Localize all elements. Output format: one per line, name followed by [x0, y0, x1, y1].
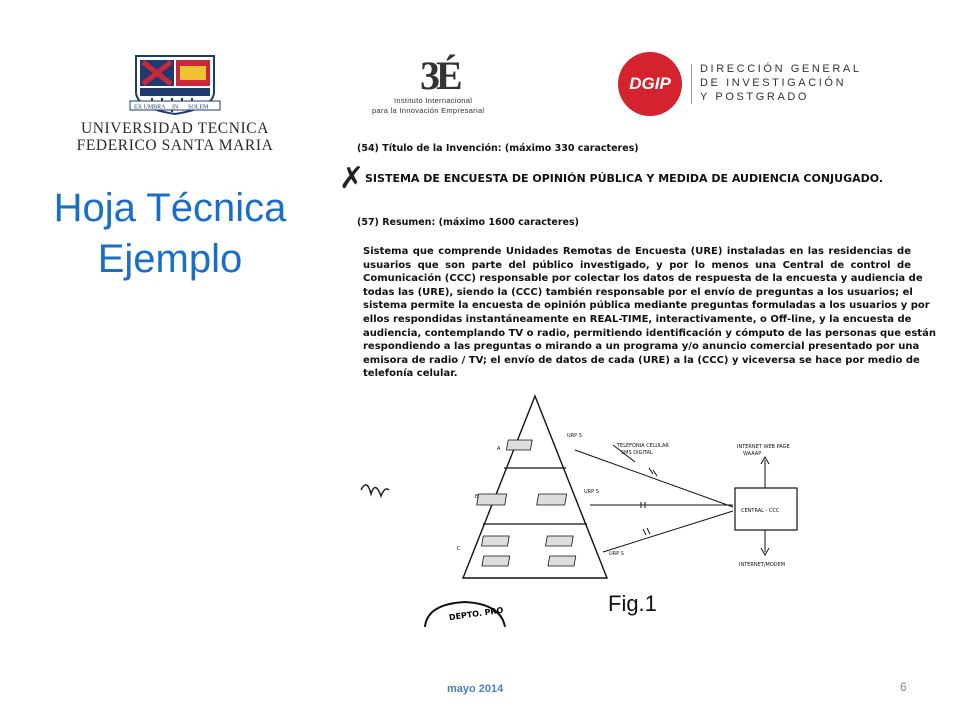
receiver-units — [477, 440, 576, 566]
motto-right: SOLEM — [188, 104, 209, 111]
dgip-line1: DIRECCIÓN GENERAL — [700, 63, 862, 75]
iie-logo — [372, 50, 532, 115]
abstract-line: usuarios que son parte del público investigado, y por lo menos una Central de control de — [363, 259, 911, 271]
stamp-text: DEPTO. PRO — [448, 605, 504, 623]
page-number: 6 — [900, 680, 907, 694]
internet-label-line2: WAAAP — [743, 451, 762, 457]
urp-c-label: URP S — [609, 551, 624, 557]
central-label: CENTRAL - CCC — [741, 508, 780, 514]
abstract-line: todas las (URE), siendo la (CCC) también responsable por el envío de preguntas a los usuarios; el — [363, 286, 913, 298]
level-b-label: B — [475, 494, 479, 500]
iie-line2: para la Innovación Empresarial — [372, 106, 485, 115]
footer-date: mayo 2014 — [447, 683, 504, 695]
figure-caption: Fig.1 — [608, 591, 657, 616]
utfsm-motto-banner — [128, 99, 222, 113]
slide-title-line2: Ejemplo — [97, 237, 243, 281]
abstract-line: audiencia, contemplando TV o radio, permitiendo identificación y cómputo de las personas que están — [363, 327, 936, 339]
level-a-label: A — [497, 446, 501, 452]
abstract-line: sistema permite la encuesta de opinión pública mediante preguntas formuladas a los usuarios y por — [363, 300, 930, 312]
modem-label: INTERNET/MODEM — [739, 562, 786, 568]
iie-line1: Instituto Internacional — [394, 96, 473, 105]
invention-title: SISTEMA DE ENCUESTA DE OPINIÓN PÚBLICA Y MEDIDA DE AUDIENCIA CONJUGADO. — [365, 172, 884, 185]
handwritten-x-mark: ✗ — [339, 161, 365, 196]
utfsm-name-line1: UNIVERSIDAD TECNICA — [80, 120, 270, 137]
abstract-line: Comunicación (CCC) responsable por colectar los datos de respuesta de la encuesta y audiencia de — [363, 273, 923, 285]
abstract-line: ellos respondidas instantáneamente en REAL-TIME, interactivamente, o Off-line, y la encuesta de — [363, 313, 912, 325]
abstract-line: telefonía celular. — [363, 368, 458, 380]
dgip-divider — [691, 64, 692, 104]
cellular-links — [575, 445, 733, 552]
abstract-line: respondiendo a las preguntas o mirando a un programa y/o anuncio comercial presentado por una — [363, 341, 920, 353]
field-57-label: (57) Resumen: (máximo 1600 caracteres) — [357, 217, 579, 228]
urp-a-label: URP S — [567, 433, 582, 439]
level-c-label: C — [457, 546, 461, 552]
phone-label-line1: TELEFONIA CELULAR — [617, 443, 669, 449]
dgip-line3: Y POSTGRADO — [700, 91, 810, 103]
dgip-badge-icon — [618, 52, 682, 116]
slide-title-line1: Hoja Técnica — [53, 186, 287, 230]
pyramid-outline — [463, 396, 607, 578]
patent-scan — [339, 135, 936, 627]
slide-title — [20, 183, 320, 285]
dgip-badge-text: DGIP — [629, 74, 671, 93]
urp-b-label: URP S — [584, 489, 599, 495]
dgip-logo — [618, 52, 878, 112]
iie-mark: 3É — [420, 53, 459, 98]
field-54-label: (54) Título de la Invención: (máximo 330 caracteres) — [357, 143, 639, 154]
motto-left: EX UMBRA — [134, 104, 166, 111]
abstract-line: emisora de radio / TV; el envío de datos de cada (URE) a la (CCC) y viceversa se hace por medio de — [363, 354, 920, 366]
utfsm-name-line2: FEDERICO SANTA MARIA — [76, 137, 274, 154]
abstract-line: Sistema que comprende Unidades Remotas de Encuesta (URE) instaladas en las residencias de — [363, 246, 911, 257]
phone-label-line2: SMS DIGITAL — [621, 450, 653, 456]
internet-label-line1: INTERNET WEB PAGE — [737, 444, 790, 450]
dgip-line2: DE INVESTIGACIÓN — [700, 77, 847, 89]
abstract-text — [363, 245, 936, 381]
handwritten-scribble — [361, 485, 389, 496]
utfsm-logo — [75, 52, 275, 157]
motto-mid: IN — [172, 104, 179, 111]
